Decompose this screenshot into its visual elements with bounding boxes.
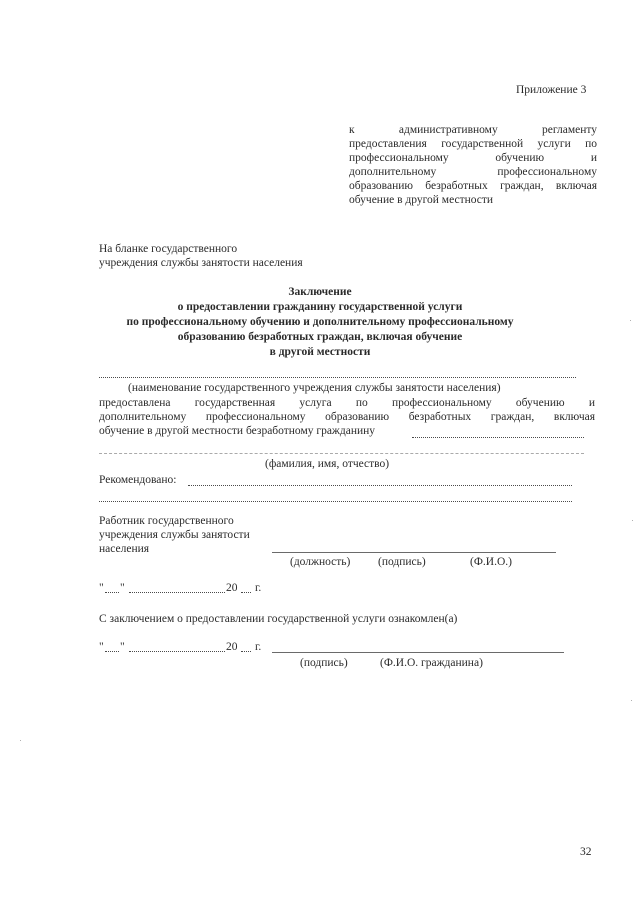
employee-name-caption: (Ф.И.О.): [470, 556, 512, 568]
date-year-suffix: г.: [255, 582, 262, 594]
employee-signature-field[interactable]: [272, 552, 556, 553]
service-line: дополнительному профессиональному образованию безработных граждан, включая: [99, 411, 595, 423]
date-year: 20: [226, 641, 238, 653]
page-number: 32: [580, 846, 592, 858]
regulation-line: обучение в другой местности: [349, 194, 494, 206]
title-line: в другой местности: [269, 346, 371, 358]
name-caption: (фамилия, имя, отчество): [265, 458, 390, 470]
date-year-field[interactable]: [241, 651, 251, 652]
institution-caption: (наименование государственного учреждения службы занятости населения): [128, 382, 501, 394]
recommended-field[interactable]: [188, 485, 572, 486]
date-year-suffix: г.: [255, 641, 262, 653]
scan-speck: [632, 520, 633, 521]
citizen-signature-caption: (подпись): [300, 657, 348, 669]
service-line-last: обучение в другой местности безработному гражданину: [99, 425, 376, 437]
regulation-line: предоставления государственной услуги по: [349, 138, 597, 150]
date-day-field[interactable]: [105, 592, 119, 593]
quote-close: ": [120, 641, 125, 653]
position-caption: (должность): [290, 556, 351, 568]
regulation-reference: [349, 123, 597, 207]
recommended-field-2[interactable]: [99, 501, 572, 502]
letterhead-line: учреждения службы занятости населения: [99, 257, 303, 269]
regulation-line: профессиональному обучению и: [349, 152, 597, 164]
service-text: [99, 396, 595, 424]
acquainted-text: С заключением о предоставлении государственной услуги ознакомлен(а): [99, 613, 458, 625]
citizen-name-caption: (Ф.И.О. гражданина): [380, 657, 483, 669]
citizen-name-field[interactable]: [99, 453, 584, 454]
regulation-line: к административному регламенту: [349, 124, 597, 136]
date-year-field[interactable]: [241, 592, 251, 593]
document-title: [0, 285, 640, 360]
title-line: о предоставлении гражданину государственной услуги: [177, 301, 463, 313]
quote-open: ": [99, 641, 104, 653]
date-month-field[interactable]: [129, 592, 225, 593]
scan-speck: [631, 700, 632, 701]
title-line: Заключение: [288, 286, 352, 298]
title-line: по профессиональному обучению и дополнительному профессиональному: [126, 316, 514, 328]
scan-speck: [20, 740, 21, 741]
quote-open: ": [99, 582, 104, 594]
quote-close: ": [120, 582, 125, 594]
signature-caption: (подпись): [378, 556, 426, 568]
letterhead-note: [99, 242, 303, 270]
date-month-field[interactable]: [129, 651, 225, 652]
employee-line: населения: [99, 543, 150, 555]
scan-speck: [630, 320, 631, 321]
title-line: образованию безработных граждан, включая обучение: [177, 331, 463, 343]
regulation-line: дополнительному профессиональному: [349, 166, 597, 178]
appendix-label: Приложение 3: [516, 84, 587, 96]
service-line: предоставлена государственная услуга по профессиональному обучению и: [99, 397, 595, 409]
employee-label: [99, 514, 250, 556]
institution-field[interactable]: [99, 377, 576, 378]
recommended-label: Рекомендовано:: [99, 474, 177, 486]
letterhead-line: На бланке государственного: [99, 243, 238, 255]
employee-line: учреждения службы занятости: [99, 529, 250, 541]
date-year: 20: [226, 582, 238, 594]
citizen-field-start[interactable]: [412, 437, 584, 438]
date-day-field[interactable]: [105, 651, 119, 652]
citizen-signature-field[interactable]: [272, 652, 564, 653]
regulation-line: образованию безработных граждан, включая: [349, 180, 597, 192]
employee-line: Работник государственного: [99, 515, 234, 527]
